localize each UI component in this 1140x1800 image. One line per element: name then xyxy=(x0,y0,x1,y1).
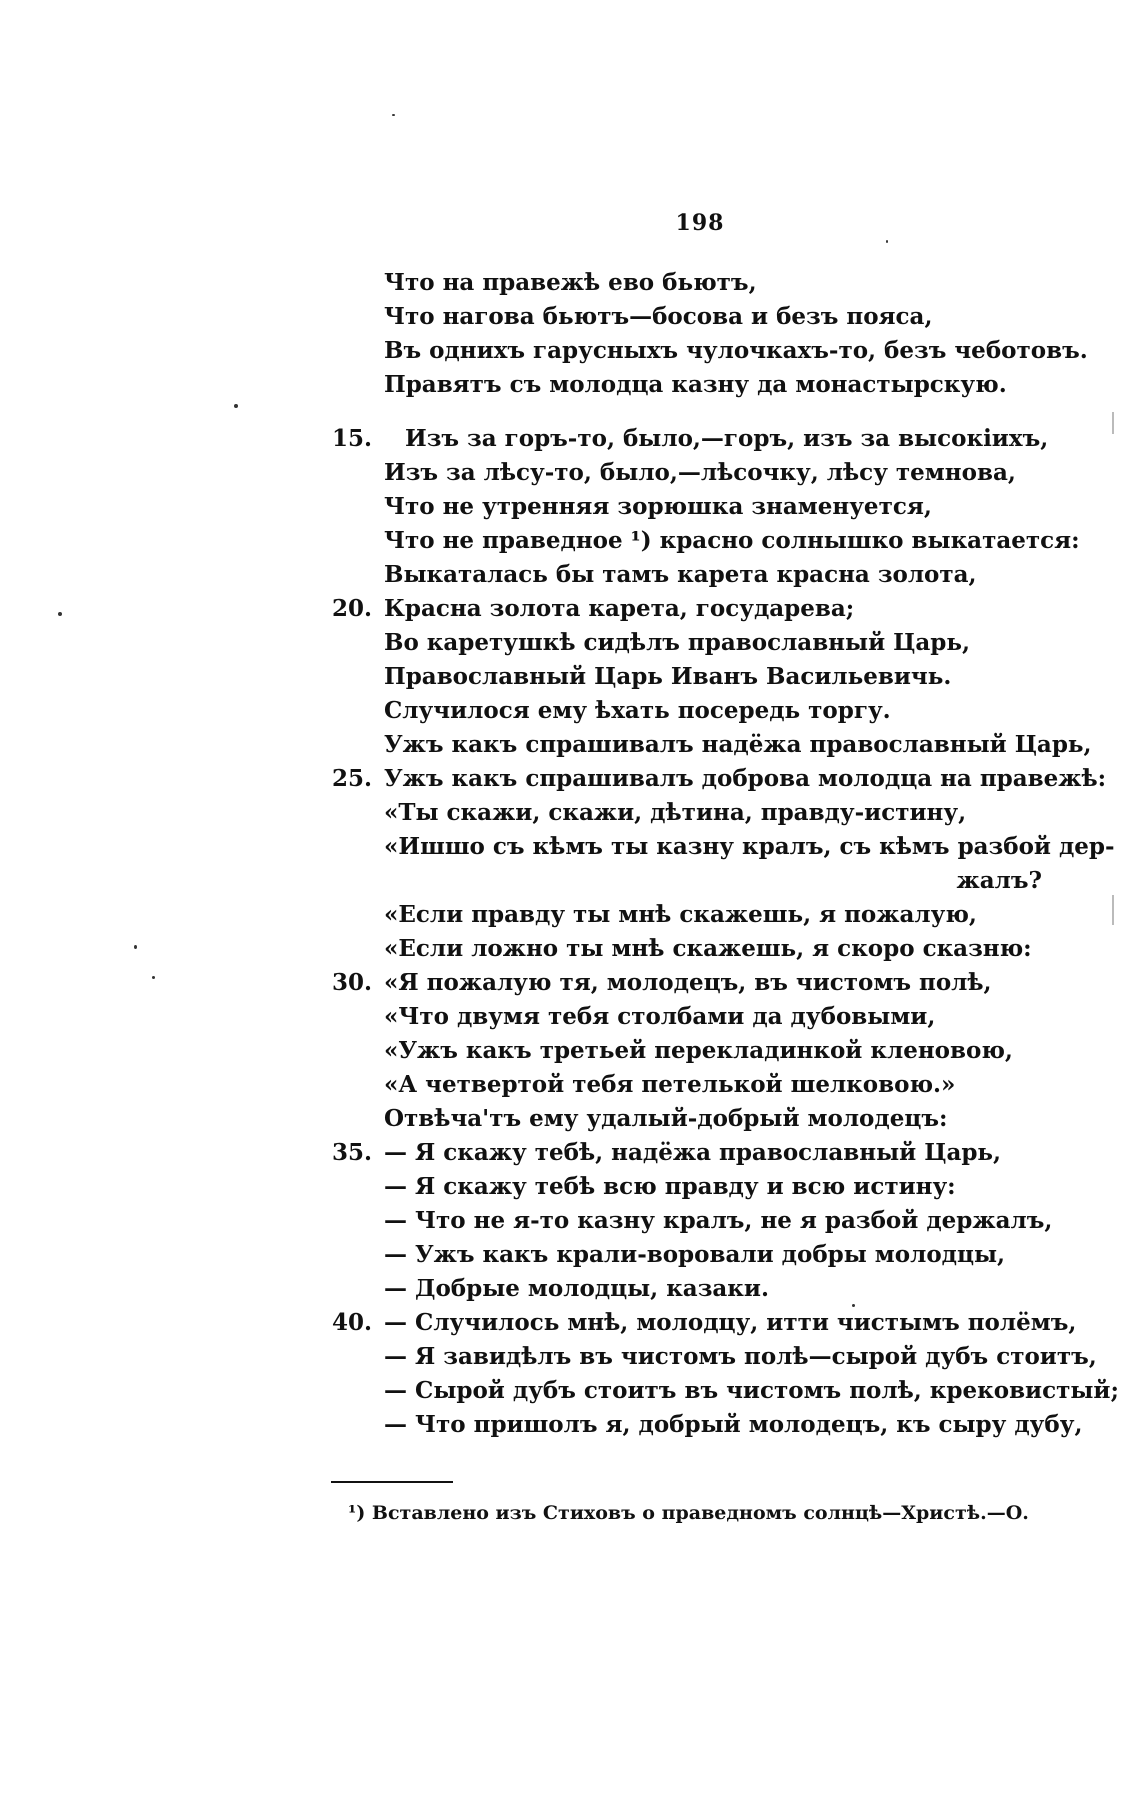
poem-line: — Ужъ какъ крали-воровали добры молодцы, xyxy=(384,1241,1006,1268)
page-number: 198 xyxy=(675,210,725,236)
poem-line: Ужъ какъ спрашивалъ надёжа православный Царь, xyxy=(384,731,1092,758)
poem-line: Во каретушкѣ сидѣлъ православный Царь, xyxy=(384,629,970,656)
scan-speck xyxy=(152,976,155,979)
line-number: 30. xyxy=(332,969,373,996)
poem-line: — Что пришолъ я, добрый молодецъ, къ сыру дубу, xyxy=(384,1411,1083,1438)
poem-line: 30. «Я пожалую тя, молодецъ, въ чистомъ полѣ, xyxy=(0,966,1140,1000)
poem-line: «Если правду ты мнѣ скажешь, я пожалую, xyxy=(384,901,977,928)
poem-line: — Я скажу тебѣ всю правду и всю истину: xyxy=(384,1173,956,1200)
poem-line: Православный Царь Иванъ Васильевичь. xyxy=(384,663,952,690)
poem-line: Что нагова бьютъ—босова и безъ пояса, xyxy=(384,303,933,330)
poem-line: Выкаталась бы тамъ карета красна золота, xyxy=(384,561,977,588)
scan-edge-mark xyxy=(1112,895,1114,925)
poem-line: 20. Красна золота карета, государева; xyxy=(0,592,1140,626)
poem-body xyxy=(0,266,1140,1442)
poem-line: Отвѣча'тъ ему удалый-добрый молодецъ: xyxy=(384,1105,948,1132)
poem-line: — Сырой дубъ стоитъ въ чистомъ полѣ, крековистый; xyxy=(384,1377,1119,1404)
footnote: ¹) Вставлено изъ Стиховъ о праведномъ солнцѣ—Христѣ.—О. xyxy=(348,1502,1029,1524)
poem-line-continuation: жалъ? xyxy=(956,867,1042,894)
poem-line: — Добрые молодцы, казаки. xyxy=(384,1275,769,1302)
poem-line: «Ужъ какъ третьей перекладинкой кленовою, xyxy=(384,1037,1013,1064)
scan-speck xyxy=(852,1304,855,1307)
poem-line: Изъ за лѣсу-то, было,—лѣсочку, лѣсу темнова, xyxy=(384,459,1016,486)
poem-line: «Что двумя тебя столбами да дубовыми, xyxy=(384,1003,936,1030)
poem-line: «Ишшо съ кѣмъ ты казну кралъ, съ кѣмъ разбой дер- xyxy=(384,833,1115,860)
poem-line: Правятъ съ молодца казну да монастырскую. xyxy=(384,371,1007,398)
poem-line: 35. — Я скажу тебѣ, надёжа православный Царь, xyxy=(0,1136,1140,1170)
line-number: 15. xyxy=(332,425,373,452)
poem-line: «А четвертой тебя петелькой шелковою.» xyxy=(384,1071,956,1098)
scan-speck xyxy=(134,945,137,949)
line-number: 40. xyxy=(332,1309,373,1336)
line-number: 25. xyxy=(332,765,373,792)
poem-line: — Я завидѣлъ въ чистомъ полѣ—сырой дубъ стоитъ, xyxy=(384,1343,1097,1370)
scan-speck xyxy=(234,404,238,408)
poem-line: Что на правежѣ ево бьютъ, xyxy=(384,269,757,296)
poem-line: Въ однихъ гарусныхъ чулочкахъ-то, безъ чеботовъ. xyxy=(384,337,1088,364)
poem-line: «Если ложно ты мнѣ скажешь, я скоро сказню: xyxy=(384,935,1032,962)
scan-speck xyxy=(58,612,62,616)
footnote-divider xyxy=(331,1481,453,1483)
poem-line: 40. — Случилось мнѣ, молодцу, итти чистымъ полёмъ, xyxy=(0,1306,1140,1340)
line-number: 20. xyxy=(332,595,373,622)
poem-line: 25. Ужъ какъ спрашивалъ доброва молодца на правежѣ: xyxy=(0,762,1140,796)
poem-line: «Ты скажи, скажи, дѣтина, правду-истину, xyxy=(384,799,967,826)
poem-line: Что не праведное ¹) красно солнышко выкатается: xyxy=(384,527,1080,554)
scan-speck xyxy=(392,114,395,116)
poem-line: Что не утренняя зорюшка знаменуется, xyxy=(384,493,932,520)
poem-line: Случилося ему ѣхать посередь торгу. xyxy=(384,697,891,724)
scan-speck xyxy=(886,240,888,243)
poem-line: — Что не я-то казну кралъ, не я разбой держалъ, xyxy=(384,1207,1053,1234)
scan-edge-mark xyxy=(1112,412,1114,434)
poem-line: 15. Изъ за горъ-то, было,—горъ, изъ за высокіихъ, xyxy=(0,422,1140,456)
line-number: 35. xyxy=(332,1139,373,1166)
